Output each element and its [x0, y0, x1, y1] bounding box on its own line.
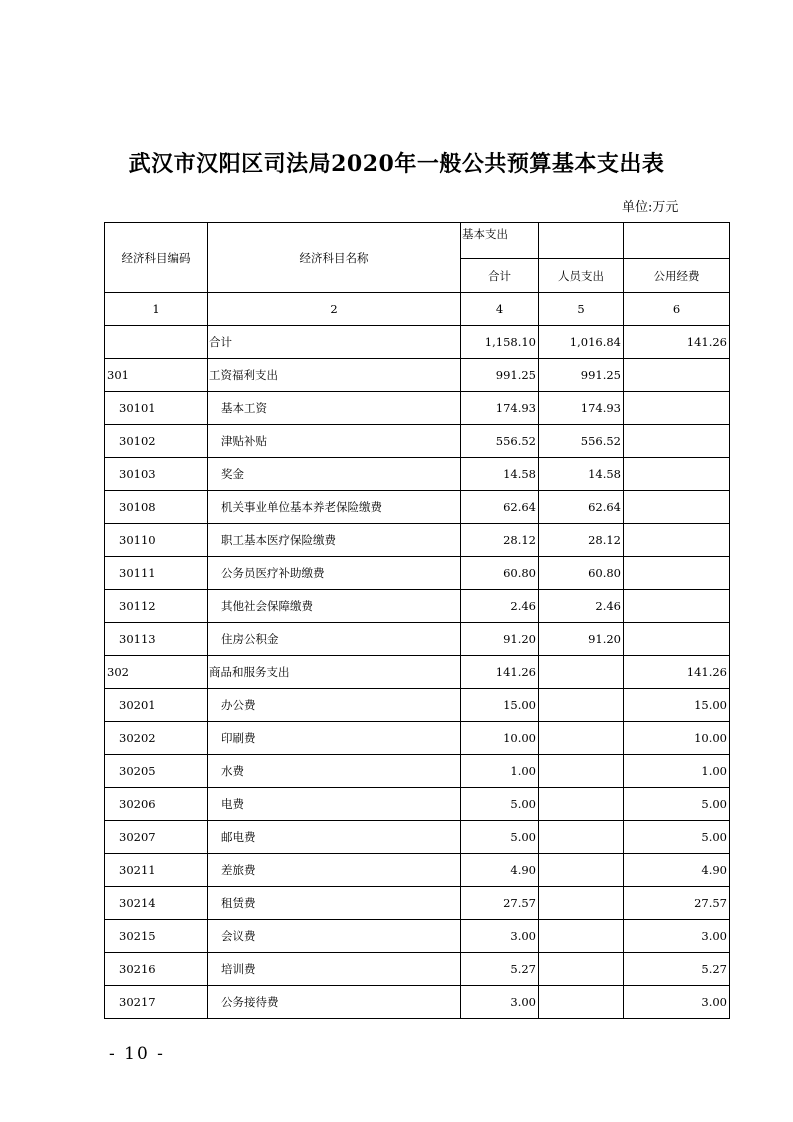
row-name: 公务接待费: [208, 986, 461, 1019]
row-total: 4.90: [461, 854, 539, 887]
row-personnel: [539, 755, 624, 788]
row-public: [624, 491, 730, 524]
row-personnel: 60.80: [539, 557, 624, 590]
column-number-row: [105, 293, 730, 326]
row-code: 30207: [105, 821, 208, 854]
row-total: 2.46: [461, 590, 539, 623]
row-total: 991.25: [461, 359, 539, 392]
table-row: [105, 425, 730, 458]
row-personnel: [539, 854, 624, 887]
row-name: 印刷费: [208, 722, 461, 755]
column-number: 6: [624, 293, 730, 326]
row-public: 15.00: [624, 689, 730, 722]
row-name: 电费: [208, 788, 461, 821]
table-row: [105, 392, 730, 425]
row-name: 差旅费: [208, 854, 461, 887]
table-row: [105, 722, 730, 755]
row-personnel: [539, 986, 624, 1019]
row-personnel: [539, 689, 624, 722]
row-total: 10.00: [461, 722, 539, 755]
row-name: 职工基本医疗保险缴费: [208, 524, 461, 557]
total-total: 1,158.10: [461, 326, 539, 359]
row-code: 30112: [105, 590, 208, 623]
row-public: 10.00: [624, 722, 730, 755]
page-title: 武汉市汉阳区司法局2020年一般公共预算基本支出表: [128, 151, 665, 177]
row-public: 3.00: [624, 920, 730, 953]
row-code: 30205: [105, 755, 208, 788]
row-total: 174.93: [461, 392, 539, 425]
row-code: 30206: [105, 788, 208, 821]
header-blank: [624, 223, 730, 259]
row-public: [624, 425, 730, 458]
table-row: [105, 821, 730, 854]
row-total: 1.00: [461, 755, 539, 788]
row-code: 30211: [105, 854, 208, 887]
header-blank: [539, 223, 624, 259]
row-personnel: [539, 887, 624, 920]
column-number: 2: [208, 293, 461, 326]
column-number: 4: [461, 293, 539, 326]
row-code: 30217: [105, 986, 208, 1019]
row-name: 公务员医疗补助缴费: [208, 557, 461, 590]
row-total: 5.00: [461, 821, 539, 854]
column-number: 1: [105, 293, 208, 326]
column-number: 5: [539, 293, 624, 326]
row-code: 30103: [105, 458, 208, 491]
row-personnel: 28.12: [539, 524, 624, 557]
row-name: 其他社会保障缴费: [208, 590, 461, 623]
row-personnel: 174.93: [539, 392, 624, 425]
header-public: 公用经费: [624, 259, 730, 293]
row-total: 3.00: [461, 986, 539, 1019]
row-code: 30214: [105, 887, 208, 920]
row-total: 5.00: [461, 788, 539, 821]
table-row: [105, 623, 730, 656]
table-row: [105, 524, 730, 557]
row-total: 60.80: [461, 557, 539, 590]
total-public: 141.26: [624, 326, 730, 359]
row-total: 91.20: [461, 623, 539, 656]
table-row: [105, 491, 730, 524]
row-name: 住房公积金: [208, 623, 461, 656]
row-code: 30215: [105, 920, 208, 953]
table-row: [105, 656, 730, 689]
row-name: 奖金: [208, 458, 461, 491]
header-row: [105, 223, 730, 259]
table-row: [105, 920, 730, 953]
budget-table: [104, 222, 730, 1019]
row-personnel: [539, 788, 624, 821]
row-personnel: [539, 656, 624, 689]
row-public: [624, 623, 730, 656]
table-row: [105, 953, 730, 986]
row-name: 租赁费: [208, 887, 461, 920]
row-total: 27.57: [461, 887, 539, 920]
row-personnel: [539, 722, 624, 755]
table-row: [105, 755, 730, 788]
header-personnel: 人员支出: [539, 259, 624, 293]
table-row: [105, 557, 730, 590]
total-name: 合计: [208, 326, 461, 359]
row-name: 会议费: [208, 920, 461, 953]
table-row: [105, 458, 730, 491]
row-personnel: [539, 821, 624, 854]
row-personnel: 62.64: [539, 491, 624, 524]
row-public: 141.26: [624, 656, 730, 689]
row-personnel: 556.52: [539, 425, 624, 458]
row-total: 3.00: [461, 920, 539, 953]
header-code: 经济科目编码: [105, 223, 208, 293]
row-name: 津贴补贴: [208, 425, 461, 458]
row-public: 3.00: [624, 986, 730, 1019]
table-row: [105, 788, 730, 821]
row-total: 5.27: [461, 953, 539, 986]
row-total: 62.64: [461, 491, 539, 524]
row-total: 28.12: [461, 524, 539, 557]
row-public: [624, 359, 730, 392]
row-public: 5.00: [624, 821, 730, 854]
row-public: 27.57: [624, 887, 730, 920]
unit-label: 单位:万元: [622, 200, 679, 215]
header-name: 经济科目名称: [208, 223, 461, 293]
row-public: 5.00: [624, 788, 730, 821]
row-total: 556.52: [461, 425, 539, 458]
row-public: [624, 524, 730, 557]
header-basic-expenditure: 基本支出: [461, 223, 539, 259]
row-personnel: 14.58: [539, 458, 624, 491]
row-name: 商品和服务支出: [208, 656, 461, 689]
row-personnel: 991.25: [539, 359, 624, 392]
table-row: [105, 590, 730, 623]
row-code: 30202: [105, 722, 208, 755]
row-public: [624, 557, 730, 590]
row-code: 302: [105, 656, 208, 689]
total-row: [105, 326, 730, 359]
row-total: 141.26: [461, 656, 539, 689]
row-code: 301: [105, 359, 208, 392]
row-total: 15.00: [461, 689, 539, 722]
row-code: 30113: [105, 623, 208, 656]
table-row: [105, 986, 730, 1019]
row-name: 基本工资: [208, 392, 461, 425]
row-code: 30102: [105, 425, 208, 458]
table-row: [105, 689, 730, 722]
row-code: 30108: [105, 491, 208, 524]
row-code: 30216: [105, 953, 208, 986]
row-total: 14.58: [461, 458, 539, 491]
row-personnel: [539, 953, 624, 986]
total-code: [105, 326, 208, 359]
row-public: 4.90: [624, 854, 730, 887]
row-code: 30111: [105, 557, 208, 590]
table-row: [105, 359, 730, 392]
row-name: 水费: [208, 755, 461, 788]
row-name: 工资福利支出: [208, 359, 461, 392]
row-personnel: [539, 920, 624, 953]
row-personnel: 91.20: [539, 623, 624, 656]
row-code: 30201: [105, 689, 208, 722]
table-row: [105, 854, 730, 887]
row-name: 邮电费: [208, 821, 461, 854]
table-row: [105, 887, 730, 920]
row-public: 5.27: [624, 953, 730, 986]
header-total: 合计: [461, 259, 539, 293]
total-personnel: 1,016.84: [539, 326, 624, 359]
row-personnel: 2.46: [539, 590, 624, 623]
row-name: 机关事业单位基本养老保险缴费: [208, 491, 461, 524]
row-code: 30110: [105, 524, 208, 557]
row-public: [624, 392, 730, 425]
row-name: 办公费: [208, 689, 461, 722]
row-code: 30101: [105, 392, 208, 425]
row-public: [624, 458, 730, 491]
row-public: [624, 590, 730, 623]
row-public: 1.00: [624, 755, 730, 788]
page-number: - 10 -: [109, 1044, 165, 1064]
row-name: 培训费: [208, 953, 461, 986]
